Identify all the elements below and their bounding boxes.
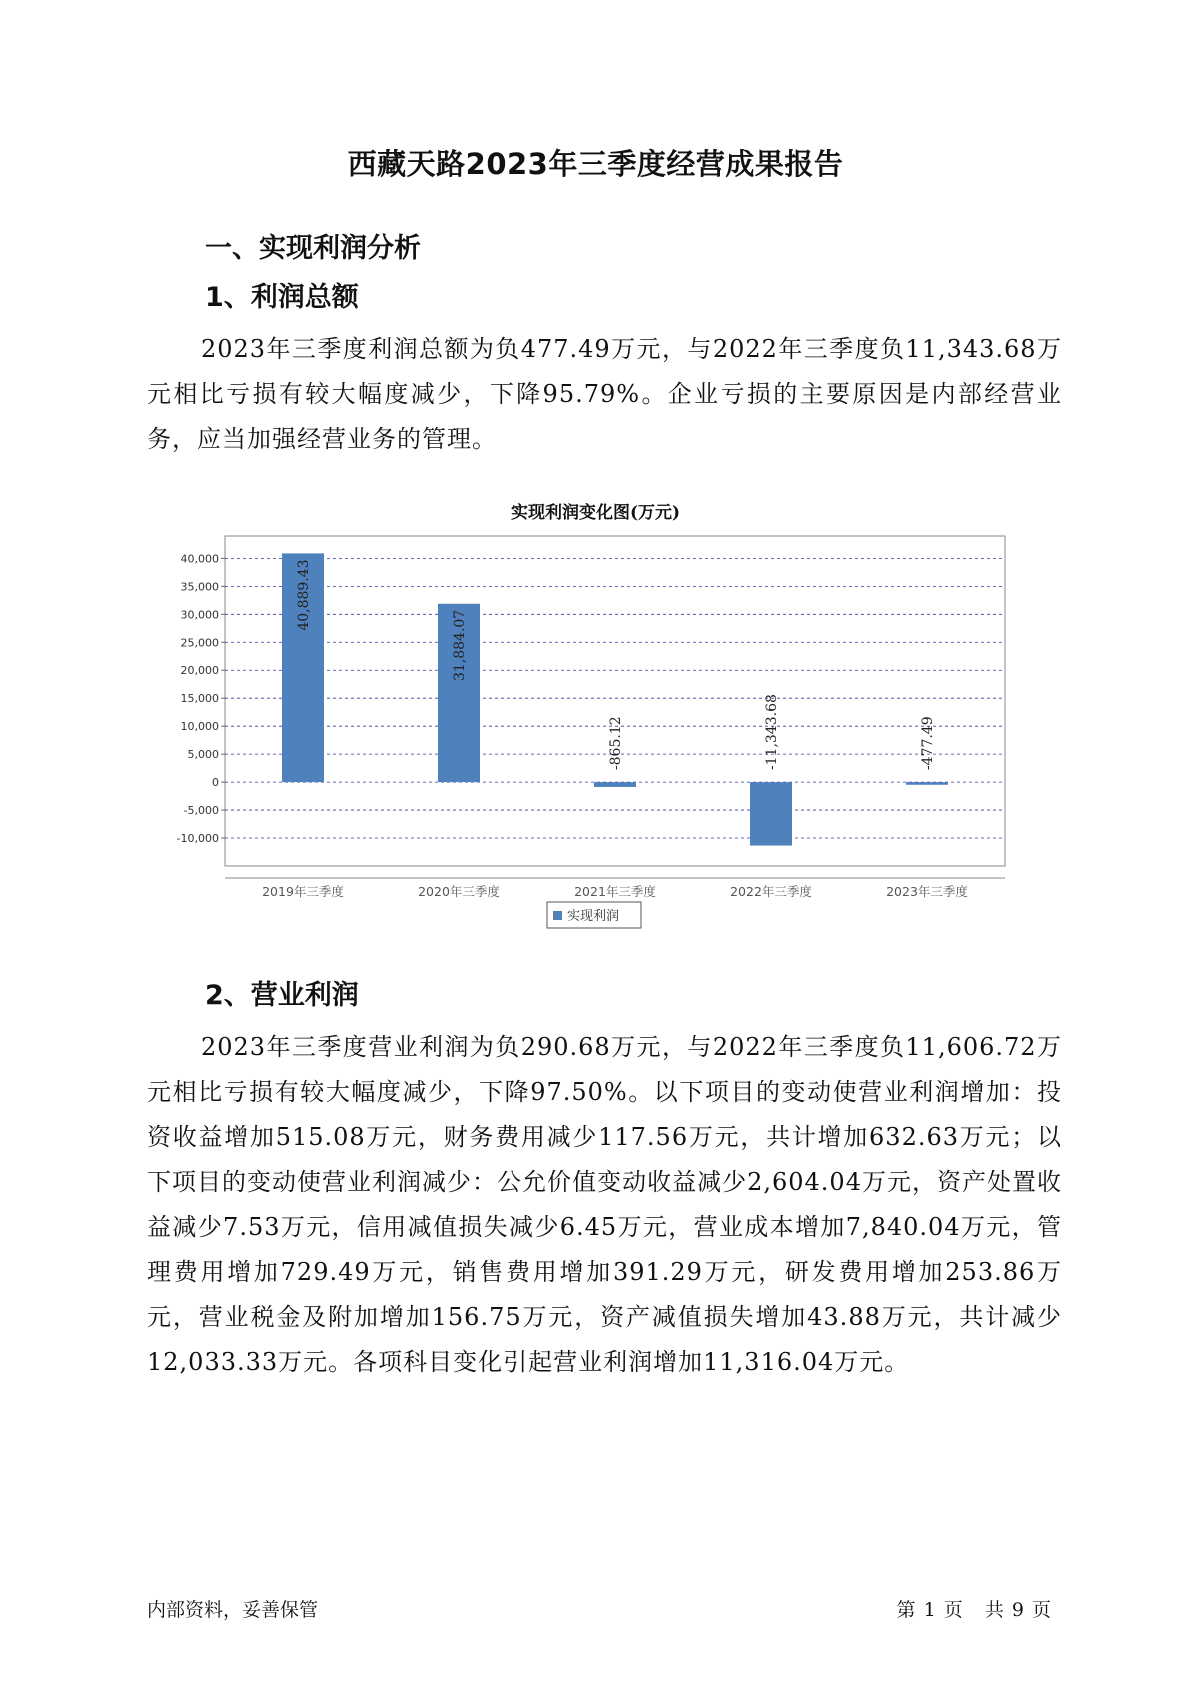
bar: [750, 782, 792, 845]
y-tick-label: 10,000: [180, 720, 219, 734]
y-tick-label: 0: [212, 776, 219, 790]
chart-title: 实现利润变化图(万元): [510, 503, 681, 523]
paragraph-operating-profit: 2023年三季度营业利润为负290.68万元，与2022年三季度负11,606.72万元相比亏损有较大幅度减少，下降97.50%。以下项目的变动使营业利润增加：投资收益增加515.08万元，财务费用减少117.56万元，共计增加632.63万元；以下项目的变动使营业利润减少：公允价值变动收益减少2,604.04万元，资产处置收益减少7.53万元，信用减值损失减少6.45万元，营业成本增加7,840.04万元，管理费用增加729.49万元，销售费用增加391.29万元，研发费用增加253.86万元，营业税金及附加增加156.75万元，资产减值损失增加43.88万元，共计减少12,033.33万元。各项科目变化引起营业利润增加11,316.04万元。: [147, 1033, 1062, 1376]
y-tick-label: 15,000: [180, 692, 219, 706]
section-heading-profit-analysis: 一、实现利润分析: [205, 233, 421, 264]
data-label: -477.49: [920, 716, 936, 771]
data-label: 31,884.07: [452, 609, 468, 682]
paragraph-total-profit: 2023年三季度利润总额为负477.49万元，与2022年三季度负11,343.68万元相比亏损有较大幅度减少，下降95.79%。企业亏损的主要原因是内部经营业务，应当加强经营业务的管理。: [147, 335, 1062, 453]
bar: [906, 782, 948, 785]
y-tick-label: 20,000: [180, 664, 219, 678]
y-tick-label: 40,000: [180, 552, 219, 566]
category-label: 2019年三季度: [262, 884, 344, 899]
data-label: -11,343.68: [764, 694, 780, 771]
category-label: 2020年三季度: [418, 884, 500, 899]
report-title: 西藏天路2023年三季度经营成果报告: [347, 147, 844, 181]
y-tick-label: 5,000: [187, 748, 219, 762]
y-tick-label: 35,000: [180, 580, 219, 594]
data-label: 40,889.43: [296, 559, 312, 631]
category-label: 2023年三季度: [886, 884, 968, 899]
data-label: -865.12: [608, 716, 624, 771]
category-label: 2022年三季度: [730, 884, 812, 899]
legend-label: 实现利润: [567, 909, 620, 924]
bar: [594, 782, 636, 787]
subheading-total-profit: 1、利润总额: [205, 282, 359, 313]
y-tick-label: -10,000: [176, 832, 219, 846]
subheading-operating-profit: 2、营业利润: [205, 980, 359, 1011]
y-tick-label: 25,000: [180, 636, 219, 650]
y-tick-label: -5,000: [183, 804, 219, 818]
y-tick-label: 30,000: [180, 608, 219, 622]
category-label: 2021年三季度: [574, 884, 656, 899]
footer-page-number: 第 1 页 共 9 页: [896, 1599, 1052, 1621]
plot-area: [225, 536, 1005, 866]
footer-confidential-note: 内部资料，妥善保管: [147, 1599, 319, 1621]
legend-swatch: [553, 911, 562, 920]
